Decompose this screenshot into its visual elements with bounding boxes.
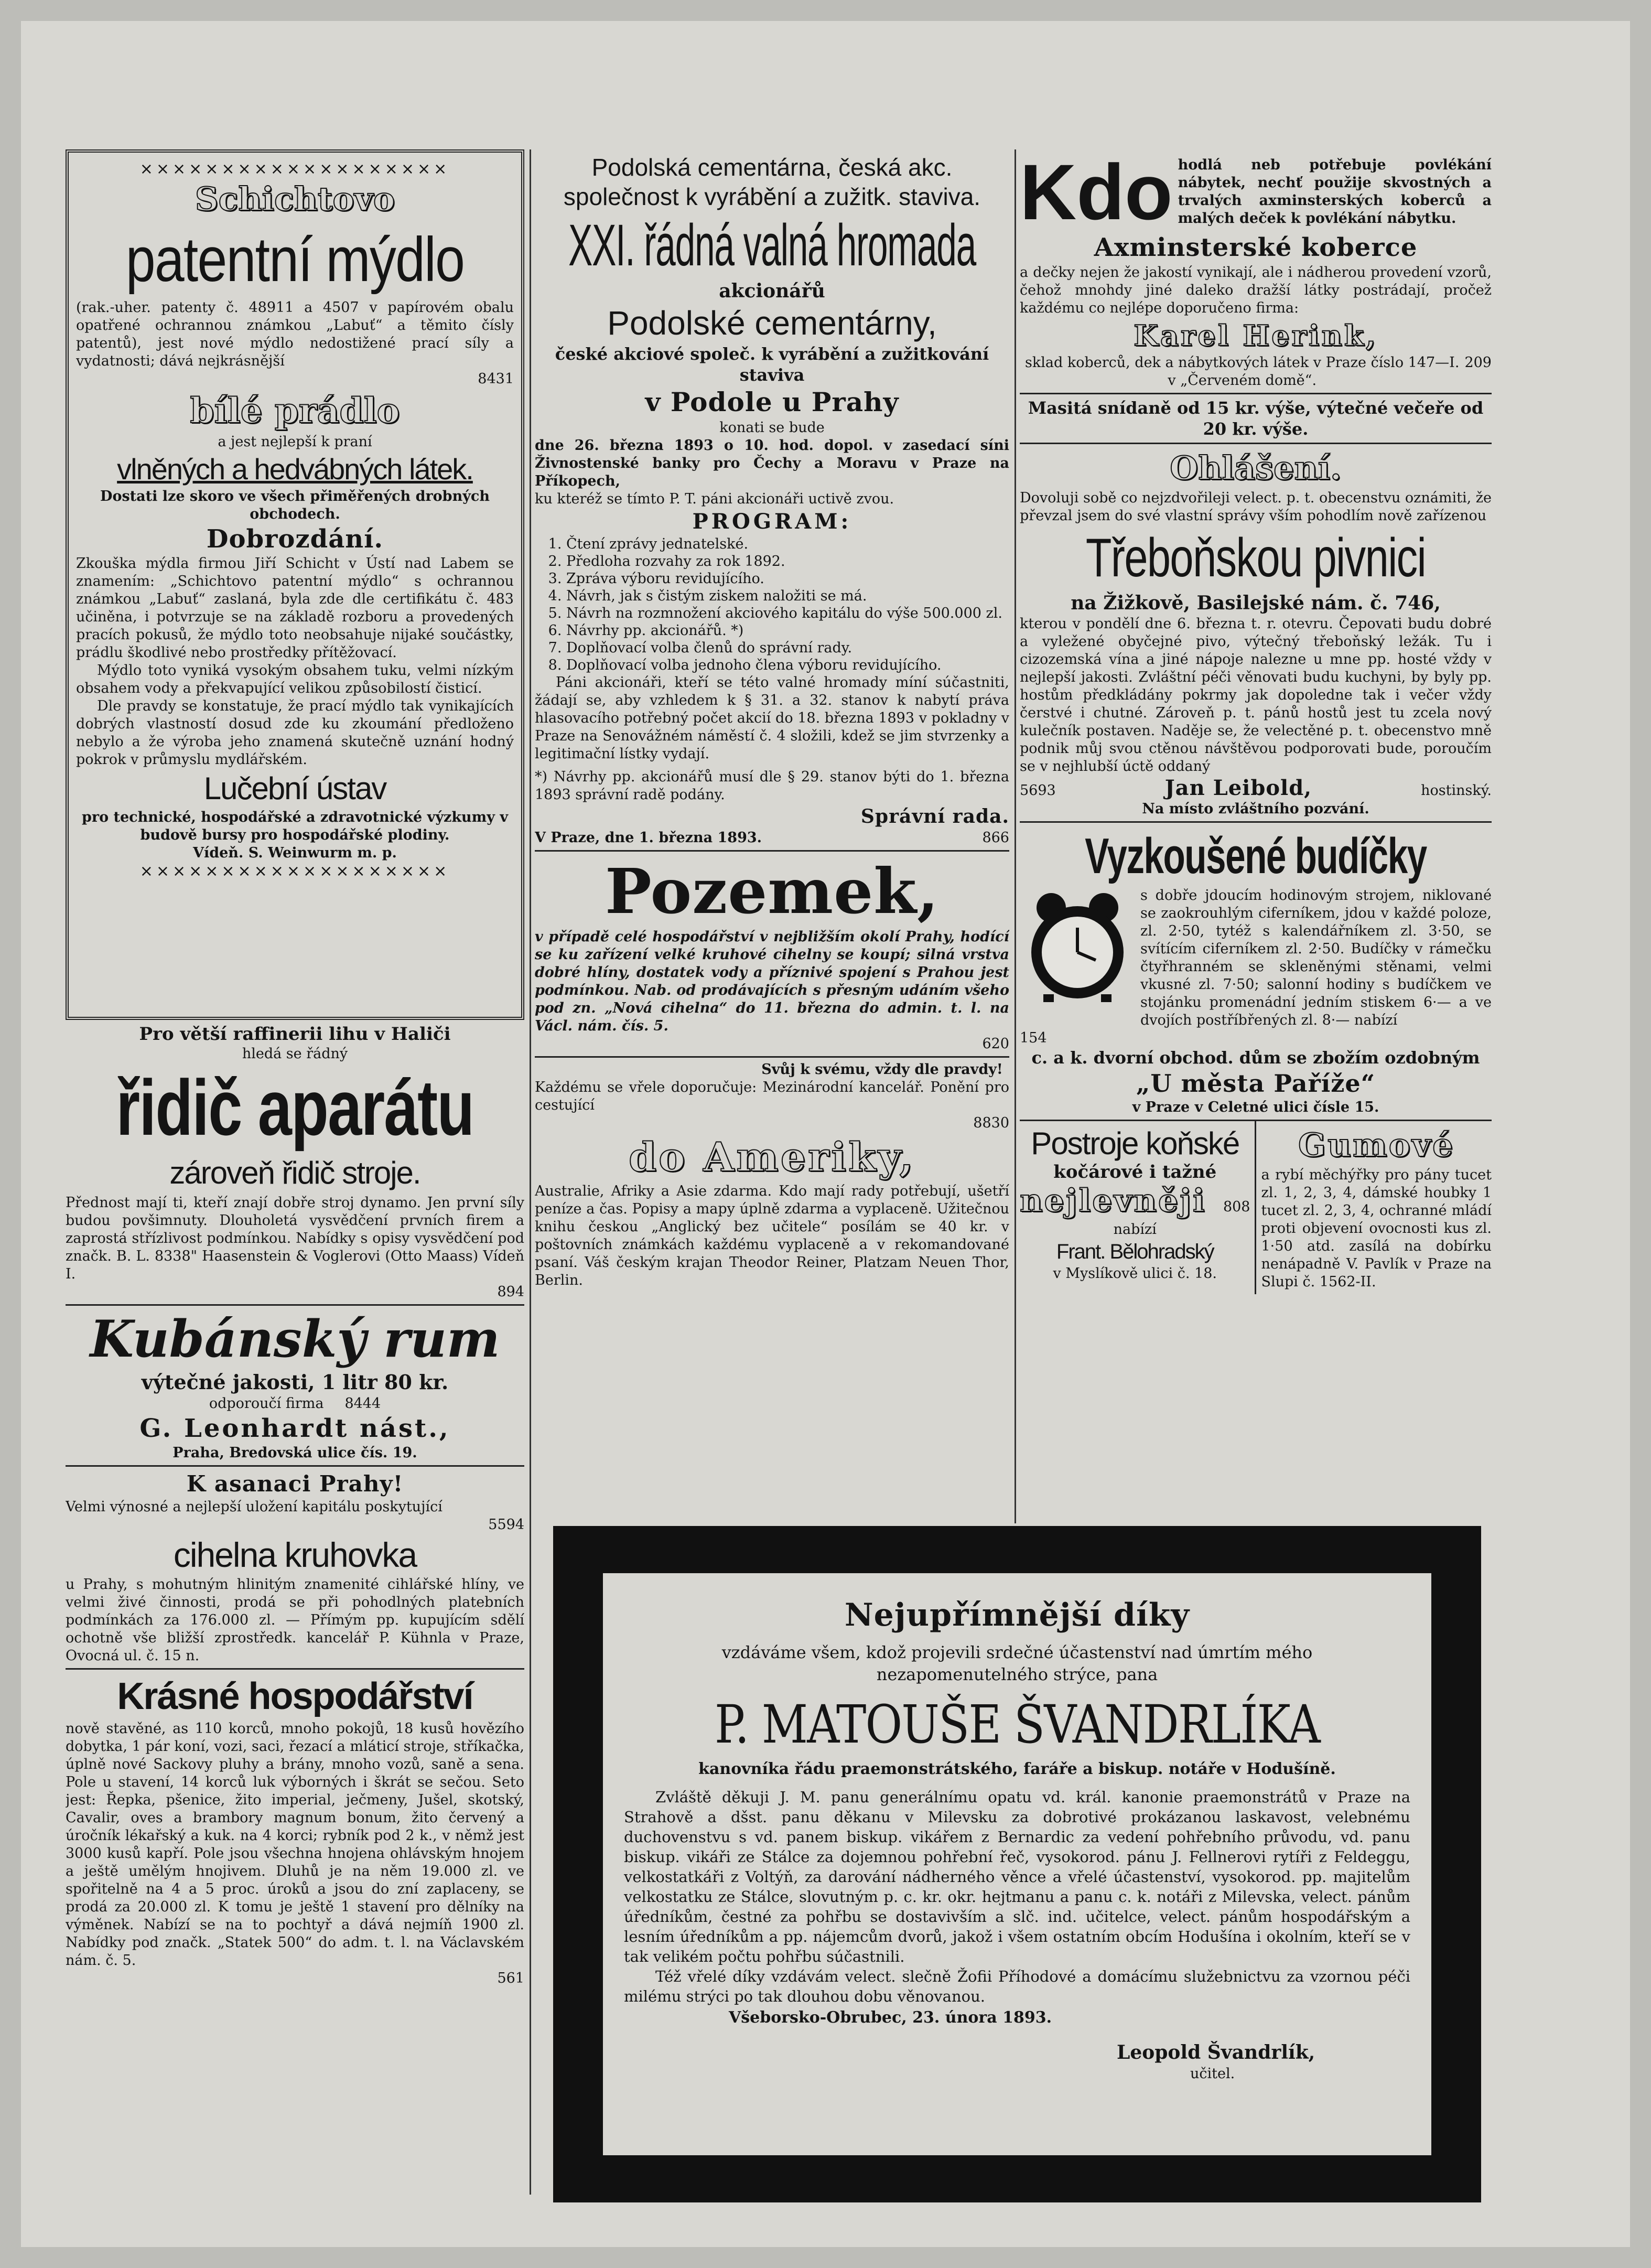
ad-body: *) Návrhy pp. akcionářů musí dle § 29. stanov býti do 1. března 1893 správní radě podány. [535, 769, 1009, 803]
ad-body: a rybí měchýřky pro pány tucet zl. 1, 2, 3, 4, dámské houbky 1 tucet zl. 2, 3, 4, ochranné mládí proti objevení ovocnosti kus zl. 1·50 atd. zasílá na dobírku nenápadně V. Pavlík v Praze na Slupi č. 1562-II. [1261, 1167, 1492, 1290]
ad-body: Dovoluji sobě co nejzdvořileji velect. p. t. obecenstvu oznámiti, že převzal jsem do své vlastní správy vším pohodlím nově zařízenou [1020, 490, 1492, 524]
ad-body: kočárové i tažné [1053, 1162, 1217, 1183]
ad-body: Přednost mají ti, kteří znají dobře stroj dynamo. Jen první síly budou povšimnuty. Dlouholetá vysvědčení prvních firem a zaprostá střízlivost podmínkou. Nabídky s opisy vysvědčení pod značk. B. L. 8338" Haasenstein & Voglerovi (Otto Maass) Vídeň I. [66, 1195, 524, 1282]
ad-headline: do Ameriky, [629, 1134, 915, 1180]
ad-body: hodlá neb potřebuje povlékání nábytek, nechť použije skvostných a trvalých axminsterských koberců a malých deček k povlékání nábytku. [1178, 157, 1492, 227]
newspaper-page [21, 21, 1630, 2247]
ad-subheadline: zároveň řidič stroje. [169, 1155, 420, 1190]
deceased-role: kanovníka řádu praemonstrátského, faráře a biskup. notáře v Hodušíně. [698, 1760, 1336, 1778]
column-divider [1015, 149, 1016, 1523]
ad-headline: Pozemek, [605, 855, 940, 928]
kdo-headline: Kdo [1020, 149, 1173, 236]
ad-line: české akciové společ. k vyrábění a zužitkování staviva [555, 344, 989, 385]
meeting-title: XXI. řádná valná hromada [568, 212, 976, 278]
cement-meeting-ad [535, 149, 1009, 852]
column-right [1020, 149, 1492, 1523]
program-item: 1. Čtení zprávy jednatelské. [566, 535, 1009, 553]
brand-name: Schichtovo [195, 180, 395, 218]
ref-number: 808 [1223, 1199, 1250, 1215]
ref-number: 209 [1464, 354, 1492, 371]
body-row [76, 299, 514, 370]
notice-intro: vzdáváme všem, kdož projevili srdečné účastenství nad úmrtím mého nezapomenutelného strýce, pana [721, 1642, 1313, 1684]
signature: Jan Leibold, [1164, 776, 1312, 800]
ad-headline: řidič aparátu [116, 1063, 474, 1152]
ref-number: 154 [1020, 1030, 1047, 1046]
ad-headline: Gumové [1298, 1126, 1455, 1164]
ad-body: a dečky nejen že jakostí vynikají, ale i nádherou provedení vzorů, čehož mnohdy jiné daleko dražší látky postrádají, pročež každému co nejlépe doporučeno firma: [1020, 264, 1492, 316]
ad-body: Australie, Afriky a Asie zdarma. Kdo mají rady potřebují, ušetří peníze a čas. Popisy a mapy úplně zdarma a vyplaceně. Užitečnou knihu českou „Anglický bez učitele“ posílám se 40 kr. v poštovních známkách každému vyplaceně a v rekomandované psaní. Váš českým krajan Theodor Reiner, Platzam Neuen Thor, Berlin. [535, 1183, 1009, 1288]
ad-body: kterou v pondělí dne 6. března t. r. otevru. Čepovati budu dobré a vyležené obyčejné pivo, výtečný třeboňský ležák. Tu i cizozemská vína a jiné nápoje nalezne u mne pp. hosté vždy v nejlepší jakosti. Zvláštní péči věnovati budu kuchyni, by byly pp. hostům předkládány pokrmy jak dopoledne tak i večer vždy čerstvé i chutné. Zároveň p. t. pánů hostů jest tu zcela nový kulečník postaven. Naděje se, že velectěné p. t. obecenstvo mně podnik můj svou ctěnou návštěvou podporovati bude, poroučím se v nejhlubší úctě oddaný [1020, 616, 1492, 775]
notice-body: Též vřelé díky vzdávám velect. slečně Žofii Příhodové a domácímu služebnictvu za vzornou péči milému strýci po tak dlouhou dobu věnovanou. [624, 1968, 1410, 2005]
signer: Leopold Švandrlík, [1117, 2041, 1315, 2063]
body-text: Zkouška mýdla firmou Jiří Schicht v Ústí nad Labem se znamením: „Schichtovo patentní mýdlo“ s ochrannou známkou „Labuť“ zaslaná, byla zde dle certifikátu č. 483 učiněna, i potvrzuje se na základě rozboru a provedených pracích pokusů, že mýdlo toto neobsahuje nijaké součástky, prádlu škodlivé nebo prostředky přítěžovací. [76, 555, 514, 661]
ref-number: 8830 [973, 1115, 1009, 1131]
alarm-clock-icon [1020, 887, 1135, 1002]
subhead-fabrics: vlněných a hedvábných látek. [117, 453, 473, 486]
ref-number: 5594 [488, 1517, 524, 1533]
cheap-row [1020, 1181, 1250, 1221]
address: Praha, Bredovská ulice čís. 19. [172, 1445, 417, 1461]
ad-headline: Vyzkoušené budíčky [1085, 828, 1427, 884]
company-name: Podolské cementárny, [607, 304, 937, 342]
body-text: Mýdlo toto vyniká vysokým obsahem tuku, velmi nízkým obsahem vody a překvapující velikou způsobilostí čisticí. [76, 662, 514, 696]
ad-body: odporoučí firma [209, 1395, 324, 1412]
ad-body: s dobře jdoucím hodinovým strojem, niklované se zaokrouhlým ciferníkem, jdou v každé poloze, zl. 2·50, tytéž s kalendářníkem zl. 3·50, se svítícím ciferníkem zl. 2·50. Budíčky v rámečku čtyřhranném se skleněnými stěnami, velmi vkusné zl. 7·50; salonní hodiny s budíčkem ve stojánku promenádní jedním stiskem 6·— a ve dvojích postříbřených zl. 8·— nabízí [1140, 887, 1492, 1028]
ad-line: Na místo zvláštního pozvání. [1142, 801, 1369, 817]
ad-line: Svůj k svému, vždy dle pravdy! [761, 1061, 1003, 1078]
body-text: Dle pravdy se konstatuje, že prací mýdlo tak vynikajících dobrých vlastností dosud zde ku zkoumání předloženo nebylo a že výroba jeho znamená skutečně uznání hodný pokrok v průmyslu mydlářském. [76, 698, 514, 768]
signature: Vídeň. S. Weinwurm m. p. [193, 845, 397, 861]
column-divider [530, 149, 531, 2195]
rubber-ad [1261, 1121, 1492, 1294]
clock-row [1020, 887, 1492, 1029]
schicht-soap-ad [66, 149, 524, 1020]
sign-row [1020, 776, 1492, 800]
ad-body: nově stavěné, as 110 korců, mnoho pokojů, 18 kusů hovězího dobytka, 1 pár koní, vozi, saci, řezací a mláticí stroje, stříkačka, úplně nové Sackovy pluhy a brány, mnoho vozů, saně a sena. Pole u stavení, 14 korců luk výborných i škrát se sečou. Seto jest: Řepka, pšenice, žito imperial, ječmeny, Jušel, skotský, Cavalir, oves a brambory magnum bonum, žito červený a úročník lékařský a kuk. na 4 korci; rybník pod 2 k., v němž jest 3000 kusů kapří. Pole jsou všechna hnojena ohlávským hnojem a ještě umělým hnojivem. Dluhů je na něm 19.000 zl. ve spořitelně na 4 a 5 proc. úroků a jsou do zní zaplaceny, se prodá za 20.000 zl. K tomu je ještě 1 stavení pro dělníky na výměnek. Nabízí se na to pochtyř a dává nejmíň 1900 zl. Nabídky pod značk. „Statek 500“ do adm. t. l. na Václavském nám. č. 5. [66, 1721, 524, 1969]
signer-role: učitel. [1190, 2066, 1235, 2082]
pub-name: Třeboňskou pivnici [1085, 528, 1426, 588]
column-left [66, 149, 524, 2195]
harness-ad [1020, 1121, 1256, 1294]
ad-body: v případě celé hospodářství v nejbližším okolí Prahy, hodící se ku zařízení velké kruhové cihelny se koupí; silná vrstva dobré hlíny, dostatek vody a příznivé spojení s Prahou jest podmínkou. Nab. od prodávajících s přesným udáním všeho pod zn. „Nová cihelna“ do 11. března do admin. t. l. na Václ. nám. čís. 5. [535, 929, 1009, 1034]
ad-headline: Krásné hospodářství [117, 1675, 473, 1717]
ad-headline: Kubánský rum [90, 1309, 500, 1369]
program-list [535, 535, 1009, 674]
place: v Podole u Prahy [645, 386, 899, 417]
column-middle [535, 149, 1009, 1523]
notice-date: Všeborsko-Obrubec, 23. února 1893. [729, 2008, 1052, 2027]
program-item: 4. Návrh, jak s čistým ziskem naložiti se má. [566, 587, 1009, 605]
program-item: 8. Doplňovací volba jednoho člena výboru revidujícího. [566, 657, 1009, 674]
ad-body: Masitá snídaně od 15 kr. výše, výtečné večeře od 20 kr. výše. [1028, 398, 1484, 439]
shop-name: „U města Paříže“ [1136, 1069, 1376, 1098]
signature: Správní rada. [860, 805, 1009, 827]
alarm-clock-ad [1020, 823, 1492, 1121]
date: V Praze, dne 1. března 1893. [535, 830, 762, 846]
program-item: 7. Doplňovací volba členů do správní rady. [566, 639, 1009, 657]
firm-name: Frant. Bělohradský [1056, 1240, 1214, 1263]
ornament-border: ××××××××××××××××××× [139, 160, 450, 178]
ad-headline: Ohlášení. [1170, 449, 1342, 487]
deceased-name: P. MATOUŠE ŠVANDRLÍKA [714, 1694, 1320, 1755]
body-text: pro technické, hospodářské a zdravotnické výzkumy v budově bursy pro hospodářské plodiny. [81, 809, 509, 843]
ornament-border: ××××××××××××××××××× [139, 862, 450, 880]
ad-body: u Prahy, s mohutným hlinitým znamenité cihlářské hlíny, ve velmi živé činnosti, prodá se při pohodlných platebních podmínkách za 176.000 zl. — Přímým pp. kupujícím sdělí ochotně vše bližší zprostředk. kancelář P. Kühnla v Praze, Ovocná ul. č. 15 n. [66, 1576, 524, 1664]
land-ad [535, 852, 1009, 1058]
institute-name: Lučební ústav [203, 771, 386, 806]
breakfast-ad [1020, 394, 1492, 444]
ad-line: Pro větší raffinerii lihu v Haliči [139, 1024, 451, 1045]
body-text: Dostati lze skoro ve všech přiměřených drobných obchodech. [100, 488, 490, 522]
ref-number: 8444 [344, 1395, 381, 1412]
distiller-ad [66, 1020, 524, 1306]
rum-ad [66, 1306, 524, 1467]
notice-title: Nejupřímnější díky [844, 1597, 1190, 1633]
program-item: 2. Předloha rozvahy za rok 1892. [566, 553, 1009, 570]
body-text: (rak.-uher. patenty č. 48911 a 4507 v papírovém obalu opatřené ochrannou známkou „Labuť“ a těmito čísly patentů), jest nové mýdlo nedostižené prací síly a vydatnosti; dává nejkrásnější [76, 299, 514, 369]
ref-number: 561 [497, 1970, 524, 1986]
subhead-white-linen: bílé prádlo [190, 390, 400, 431]
ref-number: 8431 [478, 371, 514, 387]
date-row [535, 829, 1009, 847]
ad-body: Každému se vřele doporučuje: Mezinárodní kancelář. Ponění pro cestující [535, 1079, 1009, 1113]
address: sklad koberců, dek a nábytkových látek v Praze číslo 147—I. v „Červeném domě“. [1025, 354, 1460, 389]
signature-role: hostinský. [1421, 782, 1492, 799]
firm-name: G. Leonhardt nást., [139, 1414, 450, 1443]
farm-ad [66, 1670, 524, 1991]
program-item: 5. Návrh na rozmnožení akciového kapitálu do výše 500.000 zl. [566, 605, 1009, 622]
america-ad [535, 1058, 1009, 1293]
two-ads-row [1020, 1121, 1492, 1294]
ref-number: 894 [497, 1284, 524, 1300]
body-text: a jest nejlepší k praní [218, 434, 372, 450]
ref-number: 5693 [1020, 782, 1056, 799]
ad-headline: Postroje koňské [1031, 1126, 1239, 1161]
product-title: patentní mýdlo [125, 224, 465, 295]
subhead-opinion: Dobrozdání. [206, 524, 384, 554]
body-row [66, 1395, 524, 1413]
ad-subheadline: cihelna kruhovka [173, 1535, 417, 1574]
cheapest: nejlevněji [1020, 1183, 1206, 1219]
program-item: 3. Zpráva výboru revidujícího. [566, 570, 1009, 587]
address: v Praze v Celetné ulici čísle 15. [1132, 1099, 1379, 1115]
ad-line: akcionářů [719, 280, 825, 302]
ad-body: výtečné jakosti, 1 litr 80 kr. [141, 1370, 449, 1394]
mourning-notice-inner [603, 1573, 1431, 2155]
ref-number: 866 [982, 830, 1009, 846]
address: na Žižkově, Basilejské nám. č. 746, [1071, 592, 1441, 614]
ad-body: Velmi výnosné a nejlepší uložení kapitálu poskytující [66, 1499, 443, 1515]
ad-headline: K asanaci Prahy! [186, 1471, 404, 1497]
program-heading: PROGRAM: [692, 509, 852, 534]
address-row [1020, 354, 1492, 390]
ref-number: 620 [982, 1036, 1009, 1052]
kdo-row [1020, 149, 1492, 236]
program-item: 6. Návrhy pp. akcionářů. *) [566, 622, 1009, 639]
ad-subheadline: Axminsterské koberce [1094, 233, 1418, 262]
ad-body: dne 26. března 1893 o 10. hod. dopol. v zasedací síni Živnostenské banky pro Čechy a Moravu v Praze na Příkopech, [535, 437, 1009, 489]
ad-body: Páni akcionáři, kteří se této valné hromady míní súčastniti, žádají se, aby vzhledem k § 31. a 32. stanov k nabytí práva hlasovacího potřebný počet akcií do 18. března 1893 v pokladny v Praze na Senovážném náměstí č. 4 složili, kdež se jim stvrzenky a legitimační lístky vydají. [535, 674, 1009, 762]
ad-body: ku kteréž se tímto P. T. páni akcionáři uctivě zvou. [535, 491, 894, 507]
company-heading: Podolská cementárna, česká akc. společnost k vyrábění a zužitk. staviva. [563, 154, 981, 210]
ad-line: konati se bude [719, 420, 825, 436]
notice-body: Zvláště děkuji J. M. panu generálnímu opatu vd. král. kanonie praemonstrátů v Praze na Strahově a dšst. panu děkanu v Milevsku za dobrotivé prokázanou laskavost, velebnému duchovenstvu s vd. panem biskup. vikářem z Bernardic za vedení pohřebního průvodu, vd. panu biskup. vikáři ze Stálce za dojemnou pohřební řeč, vysokorod. pánu J. Fellnerovi rytíři z Feldeggu, velkostatkáři z Voltýň, za darování nádherného věnce a vřelé účastenství, vysokorod. pp. majitelům velkostatku ze Stálce, slovutným p. c. kr. okr. hejtmanu a panu c. k. notáři z Milevska, velect. pánům úředníkům, čestné za pohřbu se dostavivším a slč. ind. učitelce, velect. pánům hospodářským a lesním úředníkům a pp. nájemcům dvorů, jakož i všem ostatním obcím Hodušína i okolním, kteří se v tak velikém počtu pohřbu súčastnili. [624, 1788, 1410, 1965]
pub-ad [1020, 444, 1492, 823]
ad-line: hledá se řádný [242, 1046, 348, 1062]
carpet-ad [1020, 149, 1492, 394]
mourning-notice [553, 1526, 1481, 2202]
brickworks-ad [66, 1467, 524, 1670]
address: v Myslíkově ulici č. 18. [1053, 1265, 1217, 1282]
ad-line: nabízí [1113, 1221, 1157, 1238]
shop-line: c. a k. dvorní obchod. dům se zbožím ozdobným [1031, 1048, 1480, 1068]
firm-name: Karel Herink, [1134, 319, 1378, 352]
